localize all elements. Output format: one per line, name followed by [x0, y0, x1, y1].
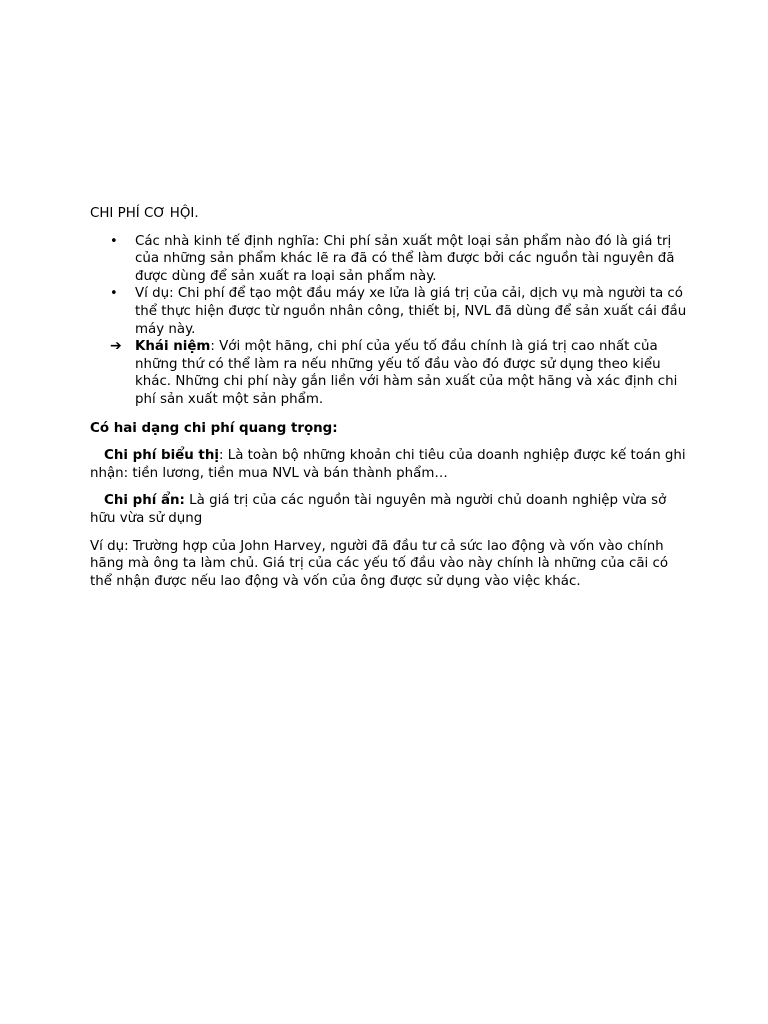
list-item — [90, 285, 690, 338]
concept-item — [90, 338, 690, 408]
arrow-right-icon: ➔ — [110, 338, 122, 355]
definition-list — [90, 233, 690, 409]
bullet-icon: • — [110, 286, 118, 302]
document-title: CHI PHÍ CƠ HỘI. — [90, 206, 199, 221]
example-paragraph: Ví dụ: Trường hợp của John Harvey, người đã đầu tư cả sức lao động và vốn vào chính hãng mà ông ta làm chủ. Giá trị của các yếu tố đầu vào này chính là những của cãi có thể nhận được nếu lao động và vốn của ông được sử dụng vào việc khác. — [90, 538, 669, 589]
explicit-cost-text: : Là toàn bộ những khoản chi tiêu của doanh nghiệp được kế toán ghi nhận: tiền lương, tiền mua NVL và bán thành phẩm… — [90, 448, 686, 481]
list-item-text: Ví dụ: Chi phí để tạo một đầu máy xe lửa là giá trị của cải, dịch vụ mà người ta có thể thực hiện được từ nguồn nhân công, thiết bị, NVL đã dùng để sản xuất cái đầu máy này. — [135, 286, 687, 337]
implicit-cost-paragraph — [90, 492, 690, 527]
implicit-cost-term: Chi phí ẩn: — [104, 493, 185, 509]
section-heading: Có hai dạng chi phí quang trọng: — [90, 420, 338, 436]
list-item — [90, 233, 690, 286]
list-item-text: Các nhà kinh tế định nghĩa: Chi phí sản xuất một loại sản phẩm nào đó là giá trị của những sản phẩm khác lẽ ra đã có thể làm được bởi các nguồn tài nguyên đã được dùng để sản xuất ra loại sản phẩm này. — [135, 233, 675, 284]
implicit-cost-text: Là giá trị của các nguồn tài nguyên mà người chủ doanh nghiệp vừa sở hữu vừa sử dụng — [90, 493, 667, 526]
concept-text: : Với một hãng, chi phí của yếu tố đầu chính là giá trị cao nhất của những thứ có thể làm ra nếu những yếu tố đầu vào đó được sử dụng theo kiểu khác. Những chi phí này gắn liền với hàm sản xuất của một hãng và xác định chi phí sản xuất một sản phẩm. — [135, 339, 678, 407]
concept-term: Khái niệm — [135, 339, 211, 355]
document-page — [90, 205, 690, 600]
explicit-cost-term: Chi phí biểu thị — [104, 448, 219, 464]
explicit-cost-paragraph — [90, 447, 690, 482]
bullet-icon: • — [110, 233, 118, 249]
